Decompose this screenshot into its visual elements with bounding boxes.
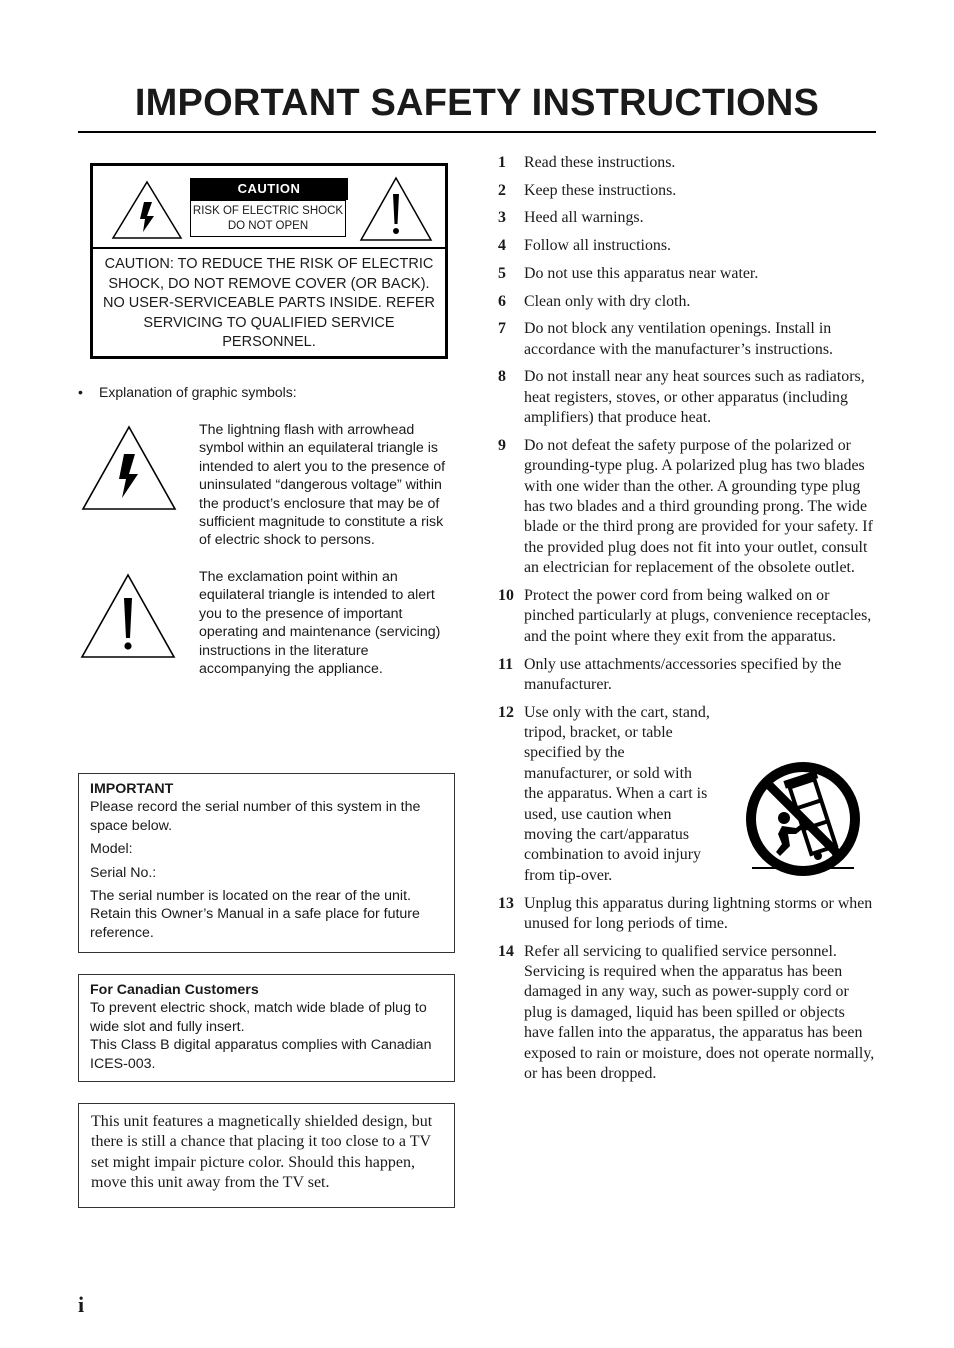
list-item [498, 153, 878, 173]
item-text: Only use attachments/accessories specified by the manufacturer. [524, 655, 842, 693]
item-text: Clean only with dry cloth. [524, 292, 691, 310]
canadian-box [78, 974, 455, 1082]
important-box [78, 773, 455, 953]
list-item [498, 264, 878, 284]
canadian-line-2: This Class B digital apparatus complies with Canadian ICES-003. [90, 1037, 432, 1072]
item-text: Use only with the cart, stand, tripod, bracket, or table specified by the manufacturer, or sold with the apparatus. When a cart is used, use caution when moving the cart/apparatus combination to avoid injury from tip-over. [524, 703, 710, 884]
bullet: • [78, 384, 83, 400]
item-number: 9 [498, 436, 506, 454]
item-number: 1 [498, 154, 506, 171]
list-item [498, 894, 878, 935]
item-number: 11 [498, 655, 514, 673]
item-text: Refer all servicing to qualified service personnel. Servicing is required when the apparatus has been damaged in any way, such as power-supply cord or plug is damaged, liquid has been spilled or objects have fallen into the apparatus, the apparatus has been exposed to rain or moisture, does not operate normally, or has been dropped. [524, 942, 875, 1083]
item-number: 6 [498, 292, 506, 310]
serial-note: The serial number is located on the rear of the unit. Retain this Owner’s Manual in a safe place for future reference. [90, 888, 420, 941]
canadian-line-1: To prevent electric shock, match wide blade of plug to wide slot and fully insert. [90, 1000, 427, 1035]
item-number: 10 [498, 586, 514, 604]
model-field: Model: [90, 841, 133, 858]
item-text: Do not install near any heat sources such as radiators, heat registers, stoves, or other apparatus (including amplifiers) that produce heat. [524, 368, 865, 427]
caution-box [90, 163, 448, 359]
item-text: Unplug this apparatus during lightning storms or when unused for long periods of time. [524, 894, 873, 932]
symbols-heading [78, 384, 297, 400]
item-text: Follow all instructions. [524, 237, 671, 255]
serial-field: Serial No.: [90, 864, 157, 881]
item-number: 7 [498, 320, 506, 338]
item-text: Heed all warnings. [524, 209, 644, 227]
item-text: Protect the power cord from being walked on or pinched particularly at plugs, convenience receptacles, and the point where they exit from the apparatus. [524, 586, 872, 645]
important-heading: IMPORTANT [90, 781, 174, 797]
caution-risk-text [190, 200, 346, 237]
caution-header [93, 166, 445, 249]
item-number: 3 [498, 209, 506, 227]
item-text: Read these instructions. [524, 154, 676, 171]
item-number: 13 [498, 894, 514, 912]
item-number: 8 [498, 368, 506, 386]
list-item [498, 942, 878, 1085]
list-item [498, 292, 878, 312]
instructions-list [498, 153, 878, 1092]
list-item [498, 208, 878, 228]
symbols-heading-text: Explanation of graphic symbols: [99, 384, 297, 400]
shield-box [78, 1103, 455, 1208]
exclamation-triangle-icon [359, 176, 433, 242]
item-number: 2 [498, 181, 506, 199]
list-item [498, 655, 878, 696]
list-item [498, 367, 878, 428]
list-item [498, 181, 878, 201]
item-number: 4 [498, 237, 506, 255]
lightning-triangle-icon [80, 424, 178, 512]
page-title: IMPORTANT SAFETY INSTRUCTIONS [134, 82, 820, 124]
exclamation-triangle-icon [79, 572, 177, 660]
item-number: 5 [498, 264, 506, 282]
exclamation-explanation: The exclamation point within an equilateral triangle is intended to alert you to the presence of important operating and maintenance (servicing) instructions in the literature accompanying the appliance. [199, 569, 441, 678]
lightning-triangle-icon [111, 180, 183, 240]
item-text: Do not block any ventilation openings. Install in accordance with the manufacturer’s instructions. [524, 320, 834, 358]
shield-text: This unit features a magnetically shielded design, but there is still a chance that placing it too close to a TV set might impair picture color. Should this happen, move this unit away from the TV set. [91, 1113, 433, 1192]
list-item [498, 319, 878, 360]
cart-tipover-icon [744, 760, 862, 878]
lightning-explanation: The lightning flash with arrowhead symbol within an equilateral triangle is intended to alert you to the presence of uninsulated “dangerous voltage” within the product’s enclosure that may be of sufficient magnitude to constitute a risk of electric shock to persons. [199, 422, 446, 549]
item-text: Do not use this apparatus near water. [524, 264, 759, 282]
item-number: 14 [498, 942, 514, 960]
canadian-heading: For Canadian Customers [90, 982, 259, 998]
item-number: 12 [498, 703, 514, 721]
risk-line-1: RISK OF ELECTRIC SHOCK [192, 205, 344, 217]
list-item [498, 436, 878, 579]
title-rule [78, 131, 876, 133]
item-text: Keep these instructions. [524, 181, 677, 199]
page-number: i [78, 1292, 85, 1317]
item-text: Do not defeat the safety purpose of the polarized or grounding-type plug. A polarized plug has two blades with one wider than the other. A grounding type plug has two blades and a third grounding prong. The wide blade or the third prong are provided for your safety. If the provided plug does not fit into your outlet, consult an electrician for replacement of the obsolete outlet. [524, 436, 873, 577]
list-item [498, 586, 878, 647]
important-instruction: Please record the serial number of this system in the space below. [90, 799, 421, 834]
caution-label: CAUTION [190, 178, 348, 200]
list-item [498, 236, 878, 256]
risk-line-2: DO NOT OPEN [227, 220, 309, 232]
caution-warning-text: CAUTION: TO REDUCE THE RISK OF ELECTRIC SHOCK, DO NOT REMOVE COVER (OR BACK). NO USER-SERVICEABLE PARTS INSIDE. REFER SERVICING TO QUALIFIED SERVICE PERSONNEL. [103, 256, 435, 350]
